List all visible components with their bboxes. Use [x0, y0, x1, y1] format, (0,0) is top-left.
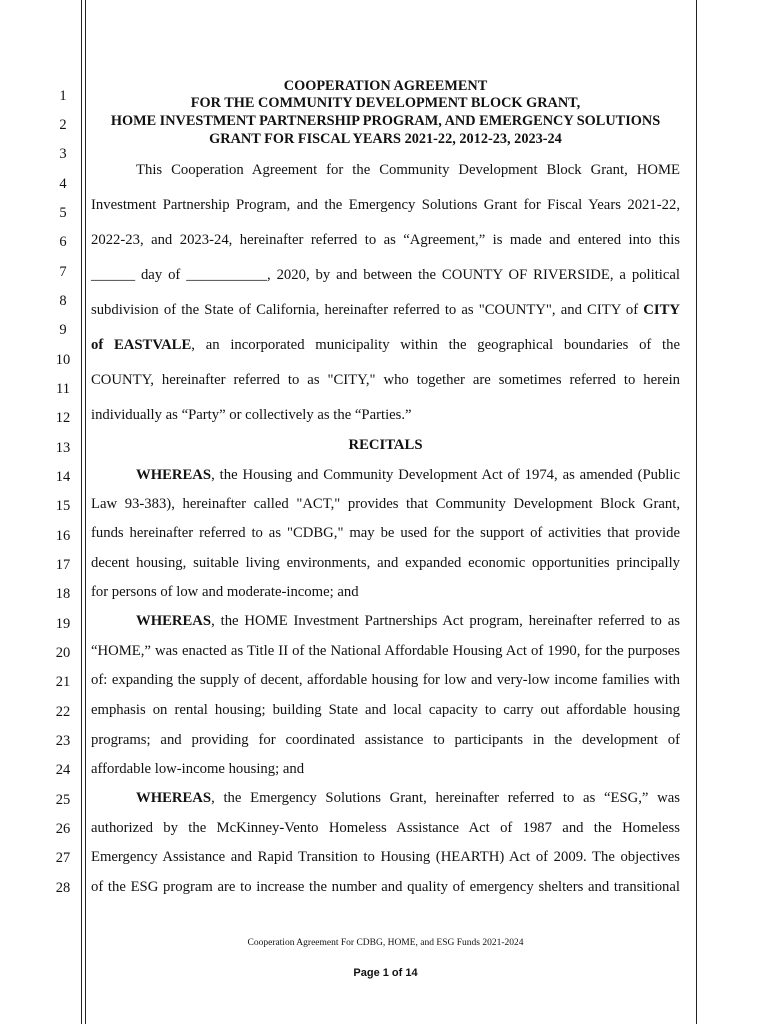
right-margin-rule — [696, 0, 697, 1024]
body-line: decent housing, suitable living environments, and expanded economic opportunities principally — [91, 555, 680, 571]
body-line: ______ day of ___________, 2020, by and between the COUNTY OF RIVERSIDE, a political — [91, 267, 680, 283]
body-line: COUNTY, hereinafter referred to as "CITY," who together are sometimes referred to herein — [91, 372, 680, 388]
body-bold-text: CITY — [643, 302, 680, 318]
body-line — [91, 613, 680, 630]
line-number: 24 — [55, 762, 71, 778]
left-margin-rule — [81, 0, 82, 1024]
body-bold-text: of EASTVALE — [91, 337, 192, 353]
body-line: programs; and providing for coordinated assistance to participants in the development of — [91, 732, 680, 748]
whereas-label: WHEREAS — [136, 790, 212, 806]
line-number: 9 — [59, 322, 67, 338]
body-line: individually as “Party” or collectively as the “Parties.” — [91, 407, 412, 423]
line-number: 2 — [59, 117, 67, 133]
body-line: 2022-23, and 2023-24, hereinafter referred to as “Agreement,” is made and entered into this — [91, 232, 680, 248]
body-line — [91, 302, 680, 319]
line-number: 4 — [59, 176, 67, 192]
page-number: Page 1 of 14 — [353, 967, 418, 979]
body-line: Emergency Assistance and Rapid Transition to Housing (HEARTH) Act of 2009. The objectives — [91, 849, 680, 865]
body-text: , an incorporated municipality within the geographical boundaries of the — [191, 337, 681, 353]
body-text: , the Housing and Community Development Act of 1974, as amended (Public — [211, 467, 680, 483]
line-number: 16 — [55, 528, 71, 544]
body-text: , the HOME Investment Partnerships Act program, hereinafter referred to as — [211, 613, 680, 629]
line-number: 17 — [55, 557, 71, 573]
line-number: 22 — [55, 704, 71, 720]
line-number: 25 — [55, 792, 71, 808]
document-title: COOPERATION AGREEMENT — [283, 78, 488, 94]
body-line: Law 93-383), hereinafter called "ACT," provides that Community Development Block Grant, — [91, 496, 680, 512]
line-number: 19 — [55, 616, 71, 632]
line-number: 14 — [55, 469, 71, 485]
line-number: 1 — [59, 88, 67, 104]
body-line: of: expanding the supply of decent, affordable housing for low and very-low income families with — [91, 672, 680, 688]
line-number: 8 — [59, 293, 67, 309]
line-number: 21 — [55, 674, 71, 690]
body-text: subdivision of the State of California, hereinafter referred to as "COUNTY", and CITY of — [91, 302, 644, 318]
body-line: “HOME,” was enacted as Title II of the National Affordable Housing Act of 1990, for the purposes — [91, 643, 680, 659]
line-number: 10 — [55, 352, 71, 368]
recitals-heading: RECITALS — [348, 437, 423, 453]
line-number: 12 — [55, 410, 71, 426]
body-line: of the ESG program are to increase the number and quality of emergency shelters and transitional — [91, 879, 680, 895]
body-line — [91, 790, 680, 807]
line-number: 15 — [55, 498, 71, 514]
document-title-line-2: FOR THE COMMUNITY DEVELOPMENT BLOCK GRANT, — [190, 95, 581, 111]
line-number: 28 — [55, 880, 71, 896]
page-footer: Cooperation Agreement For CDBG, HOME, and ESG Funds 2021-2024 — [247, 938, 524, 948]
line-number: 20 — [55, 645, 71, 661]
line-number: 18 — [55, 586, 71, 602]
body-line — [91, 467, 680, 484]
line-number: 27 — [55, 850, 71, 866]
line-number: 13 — [55, 440, 71, 456]
body-line: authorized by the McKinney-Vento Homeless Assistance Act of 1987 and the Homeless — [91, 820, 680, 836]
line-number: 3 — [59, 146, 67, 162]
body-line: Investment Partnership Program, and the Emergency Solutions Grant for Fiscal Years 2021-22, — [91, 197, 680, 213]
line-number: 23 — [55, 733, 71, 749]
line-number: 26 — [55, 821, 71, 837]
line-number: 7 — [59, 264, 67, 280]
body-line: emphasis on rental housing; building State and local capacity to carry out affordable housing — [91, 702, 680, 718]
body-line: for persons of low and moderate-income; and — [91, 584, 359, 600]
left-margin-rule-inner — [85, 0, 86, 1024]
body-line — [91, 337, 680, 354]
whereas-label: WHEREAS — [136, 613, 212, 629]
line-number: 11 — [56, 381, 70, 397]
body-line: funds hereinafter referred to as "CDBG," may be used for the support of activities that provide — [91, 525, 680, 541]
body-line: affordable low-income housing; and — [91, 761, 305, 777]
line-number: 6 — [59, 234, 67, 250]
line-number: 5 — [59, 205, 67, 221]
whereas-label: WHEREAS — [136, 467, 212, 483]
document-title-line-3: HOME INVESTMENT PARTNERSHIP PROGRAM, AND EMERGENCY SOLUTIONS — [110, 113, 661, 129]
document-title-line-4: GRANT FOR FISCAL YEARS 2021-22, 2012-23, 2023-24 — [209, 131, 562, 147]
body-line: This Cooperation Agreement for the Community Development Block Grant, HOME — [136, 162, 680, 178]
body-text: , the Emergency Solutions Grant, hereinafter referred to as “ESG,” was — [211, 790, 680, 806]
